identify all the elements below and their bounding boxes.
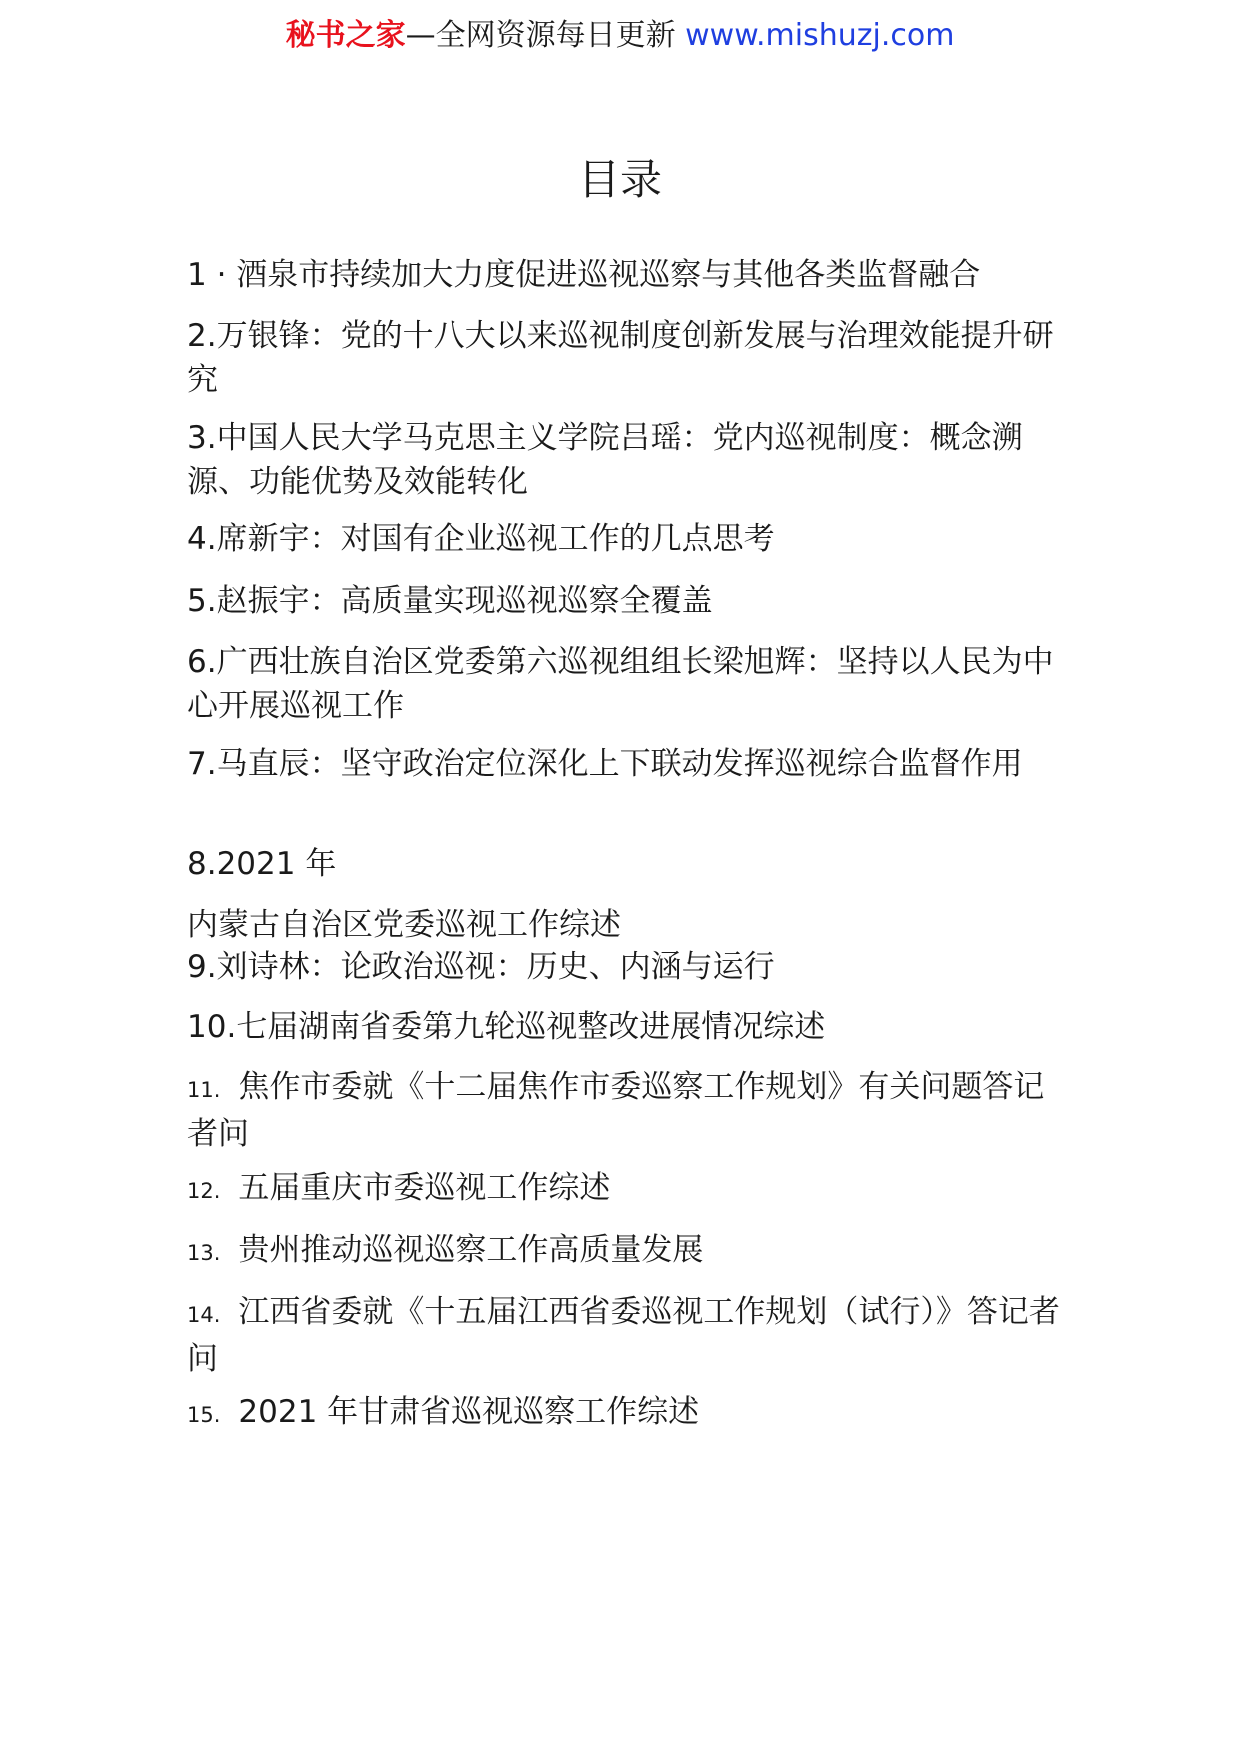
toc-item-number: 5. — [187, 583, 217, 619]
toc-item-number: 2. — [187, 318, 217, 354]
toc-item-title: 2021 年甘肃省巡视巡察工作综述 — [238, 1394, 700, 1430]
page-title: 目录 — [577, 155, 662, 204]
toc-item-number: 15. — [187, 1403, 221, 1427]
toc-item-title: 酒泉市持续加大力度促进巡视巡察与其他各类监督融合 — [236, 257, 981, 293]
toc-item-title: 五届重庆市委巡视工作综述 — [238, 1170, 611, 1206]
toc-item-8[interactable] — [187, 842, 1067, 886]
toc-item-7[interactable] — [187, 742, 1067, 786]
toc-item-number: 10. — [187, 1009, 237, 1045]
toc-item-number: 7. — [187, 746, 217, 782]
toc-item-title: 赵振宇：高质量实现巡视巡察全覆盖 — [216, 583, 713, 619]
toc-item-title: 刘诗林：论政治巡视：历史、内涵与运行 — [216, 949, 775, 985]
site-url-link[interactable]: www.mishuzj.com — [685, 18, 955, 53]
toc-item-number: 14. — [187, 1303, 221, 1327]
site-header — [0, 14, 1240, 58]
toc-item-5[interactable] — [187, 579, 1067, 623]
toc-item-13[interactable] — [187, 1228, 1067, 1275]
toc-item-6[interactable] — [187, 640, 1067, 728]
toc-item-number: 6. — [187, 644, 217, 680]
toc-item-8-continued[interactable] — [187, 903, 1067, 947]
toc-item-3[interactable] — [187, 416, 1067, 504]
toc-item-9[interactable] — [187, 945, 1067, 989]
toc-item-number: 1 · — [187, 257, 237, 293]
brand-name: 秘书之家 — [285, 18, 406, 53]
toc-item-number: 4. — [187, 521, 217, 557]
toc-item-1[interactable] — [187, 253, 1067, 297]
toc-item-15[interactable] — [187, 1390, 1067, 1437]
toc-item-title: 马直辰：坚守政治定位深化上下联动发挥巡视综合监督作用 — [216, 746, 1023, 782]
toc-item-title: 席新宇：对国有企业巡视工作的几点思考 — [216, 521, 775, 557]
toc-item-number: 12. — [187, 1179, 221, 1203]
toc-item-12[interactable] — [187, 1166, 1067, 1213]
toc-item-title: 焦作市委就《十二届焦作市委巡察工作规划》有关问题答记者问 — [187, 1069, 1045, 1152]
toc-item-title: 贵州推动巡视巡察工作高质量发展 — [238, 1232, 704, 1268]
toc-item-title: 中国人民大学马克思主义学院吕瑶：党内巡视制度：概念溯源、功能优势及效能转化 — [187, 420, 1023, 500]
toc-item-number: 13. — [187, 1241, 221, 1265]
toc-item-11[interactable] — [187, 1065, 1067, 1156]
toc-item-14[interactable] — [187, 1290, 1067, 1381]
toc-item-number: 3. — [187, 420, 217, 456]
toc-item-10[interactable] — [187, 1005, 1067, 1049]
toc-item-title: 江西省委就《十五届江西省委巡视工作规划（试行）》答记者问 — [187, 1294, 1060, 1377]
toc-item-title: 内蒙古自治区党委巡视工作综述 — [187, 907, 621, 943]
toc-item-title: 万银锋：党的十八大以来巡视制度创新发展与治理效能提升研究 — [187, 318, 1054, 398]
toc-item-4[interactable] — [187, 517, 1067, 561]
toc-item-number: 11. — [187, 1078, 221, 1102]
toc-item-2[interactable] — [187, 314, 1067, 402]
toc-item-title: 广西壮族自治区党委第六巡视组组长梁旭辉：坚持以人民为中心开展巡视工作 — [187, 644, 1054, 724]
toc-item-title: 七届湖南省委第九轮巡视整改进展情况综述 — [236, 1009, 826, 1045]
header-slogan: —全网资源每日更新 — [405, 18, 676, 53]
toc-item-number: 9. — [187, 949, 217, 985]
toc-item-title: 2021 年 — [216, 846, 337, 882]
toc-item-number: 8. — [187, 846, 217, 882]
